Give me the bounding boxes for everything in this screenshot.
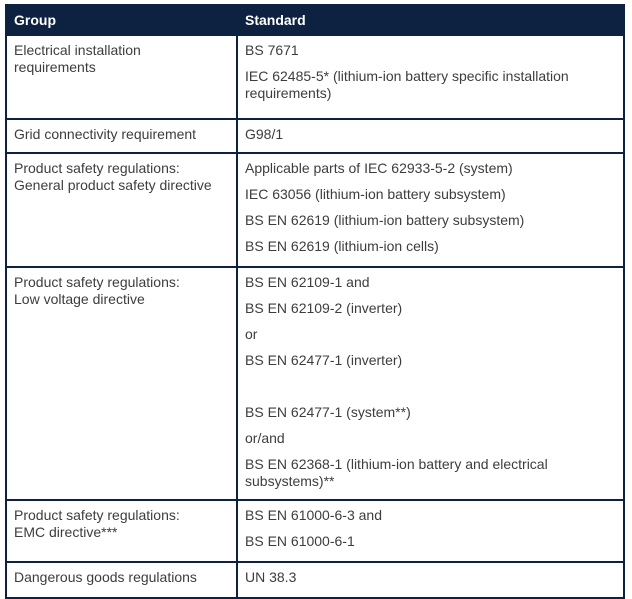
group-cell — [6, 562, 237, 598]
group-text-line: Electrical installation — [14, 42, 141, 58]
standard-text-line: BS 7671 — [245, 42, 299, 58]
standard-text-line: BS EN 62368-1 (lithium-ion battery and electrical subsystems)** — [245, 456, 548, 489]
standard-blank-line — [245, 378, 615, 395]
group-cell — [6, 119, 237, 153]
column-header-group: Group — [6, 5, 237, 35]
standard-text-line: BS EN 62477-1 (inverter) — [245, 352, 403, 368]
table-row — [6, 119, 624, 153]
group-text-line: General product safety directive — [14, 177, 212, 193]
group-text-line: requirements — [14, 59, 96, 75]
standard-cell — [237, 500, 624, 562]
group-text-line: Product safety regulations: — [14, 160, 180, 176]
standard-text-line: BS EN 62109-1 and — [245, 274, 370, 290]
table-row — [6, 500, 624, 562]
standard-text-line: UN 38.3 — [245, 569, 297, 585]
standard-text-line: BS EN 62619 (lithium-ion cells) — [245, 238, 439, 254]
column-header-standard: Standard — [237, 5, 624, 35]
table-body — [6, 35, 624, 598]
standard-text-line: BS EN 62109-2 (inverter) — [245, 300, 403, 316]
standard-text-line: G98/1 — [245, 126, 284, 142]
table-row — [6, 153, 624, 267]
table-row — [6, 35, 624, 119]
group-cell — [6, 153, 237, 267]
standards-table — [5, 4, 625, 599]
group-text-line: Low voltage directive — [14, 291, 145, 307]
standard-text-line: BS EN 61000-6-1 — [245, 533, 355, 549]
group-text-line: Product safety regulations: — [14, 507, 180, 523]
standard-text-line: BS EN 62619 (lithium-ion battery subsystem) — [245, 212, 525, 228]
group-text-line: Dangerous goods regulations — [14, 569, 197, 585]
group-text-line: Product safety regulations: — [14, 274, 180, 290]
group-cell — [6, 500, 237, 562]
group-text-line: EMC directive*** — [14, 524, 118, 540]
standard-text-line: or/and — [245, 430, 285, 446]
standard-cell — [237, 153, 624, 267]
table-header-row — [6, 5, 624, 35]
standard-text-line: BS EN 62477-1 (system**) — [245, 404, 411, 420]
table-row — [6, 267, 624, 500]
standard-cell — [237, 562, 624, 598]
standard-text-line: Applicable parts of IEC 62933-5-2 (system) — [245, 160, 513, 176]
standard-cell — [237, 35, 624, 119]
table-row — [6, 562, 624, 598]
group-cell — [6, 267, 237, 500]
standard-text-line: or — [245, 326, 258, 342]
group-text-line: Grid connectivity requirement — [14, 126, 197, 142]
standard-text-line: IEC 63056 (lithium-ion battery subsystem) — [245, 186, 506, 202]
standard-text-line: IEC 62485-5* (lithium-ion battery specific installation requirements) — [245, 68, 569, 101]
standard-text-line: BS EN 61000-6-3 and — [245, 507, 382, 523]
standard-cell — [237, 267, 624, 500]
group-cell — [6, 35, 237, 119]
standard-cell — [237, 119, 624, 153]
